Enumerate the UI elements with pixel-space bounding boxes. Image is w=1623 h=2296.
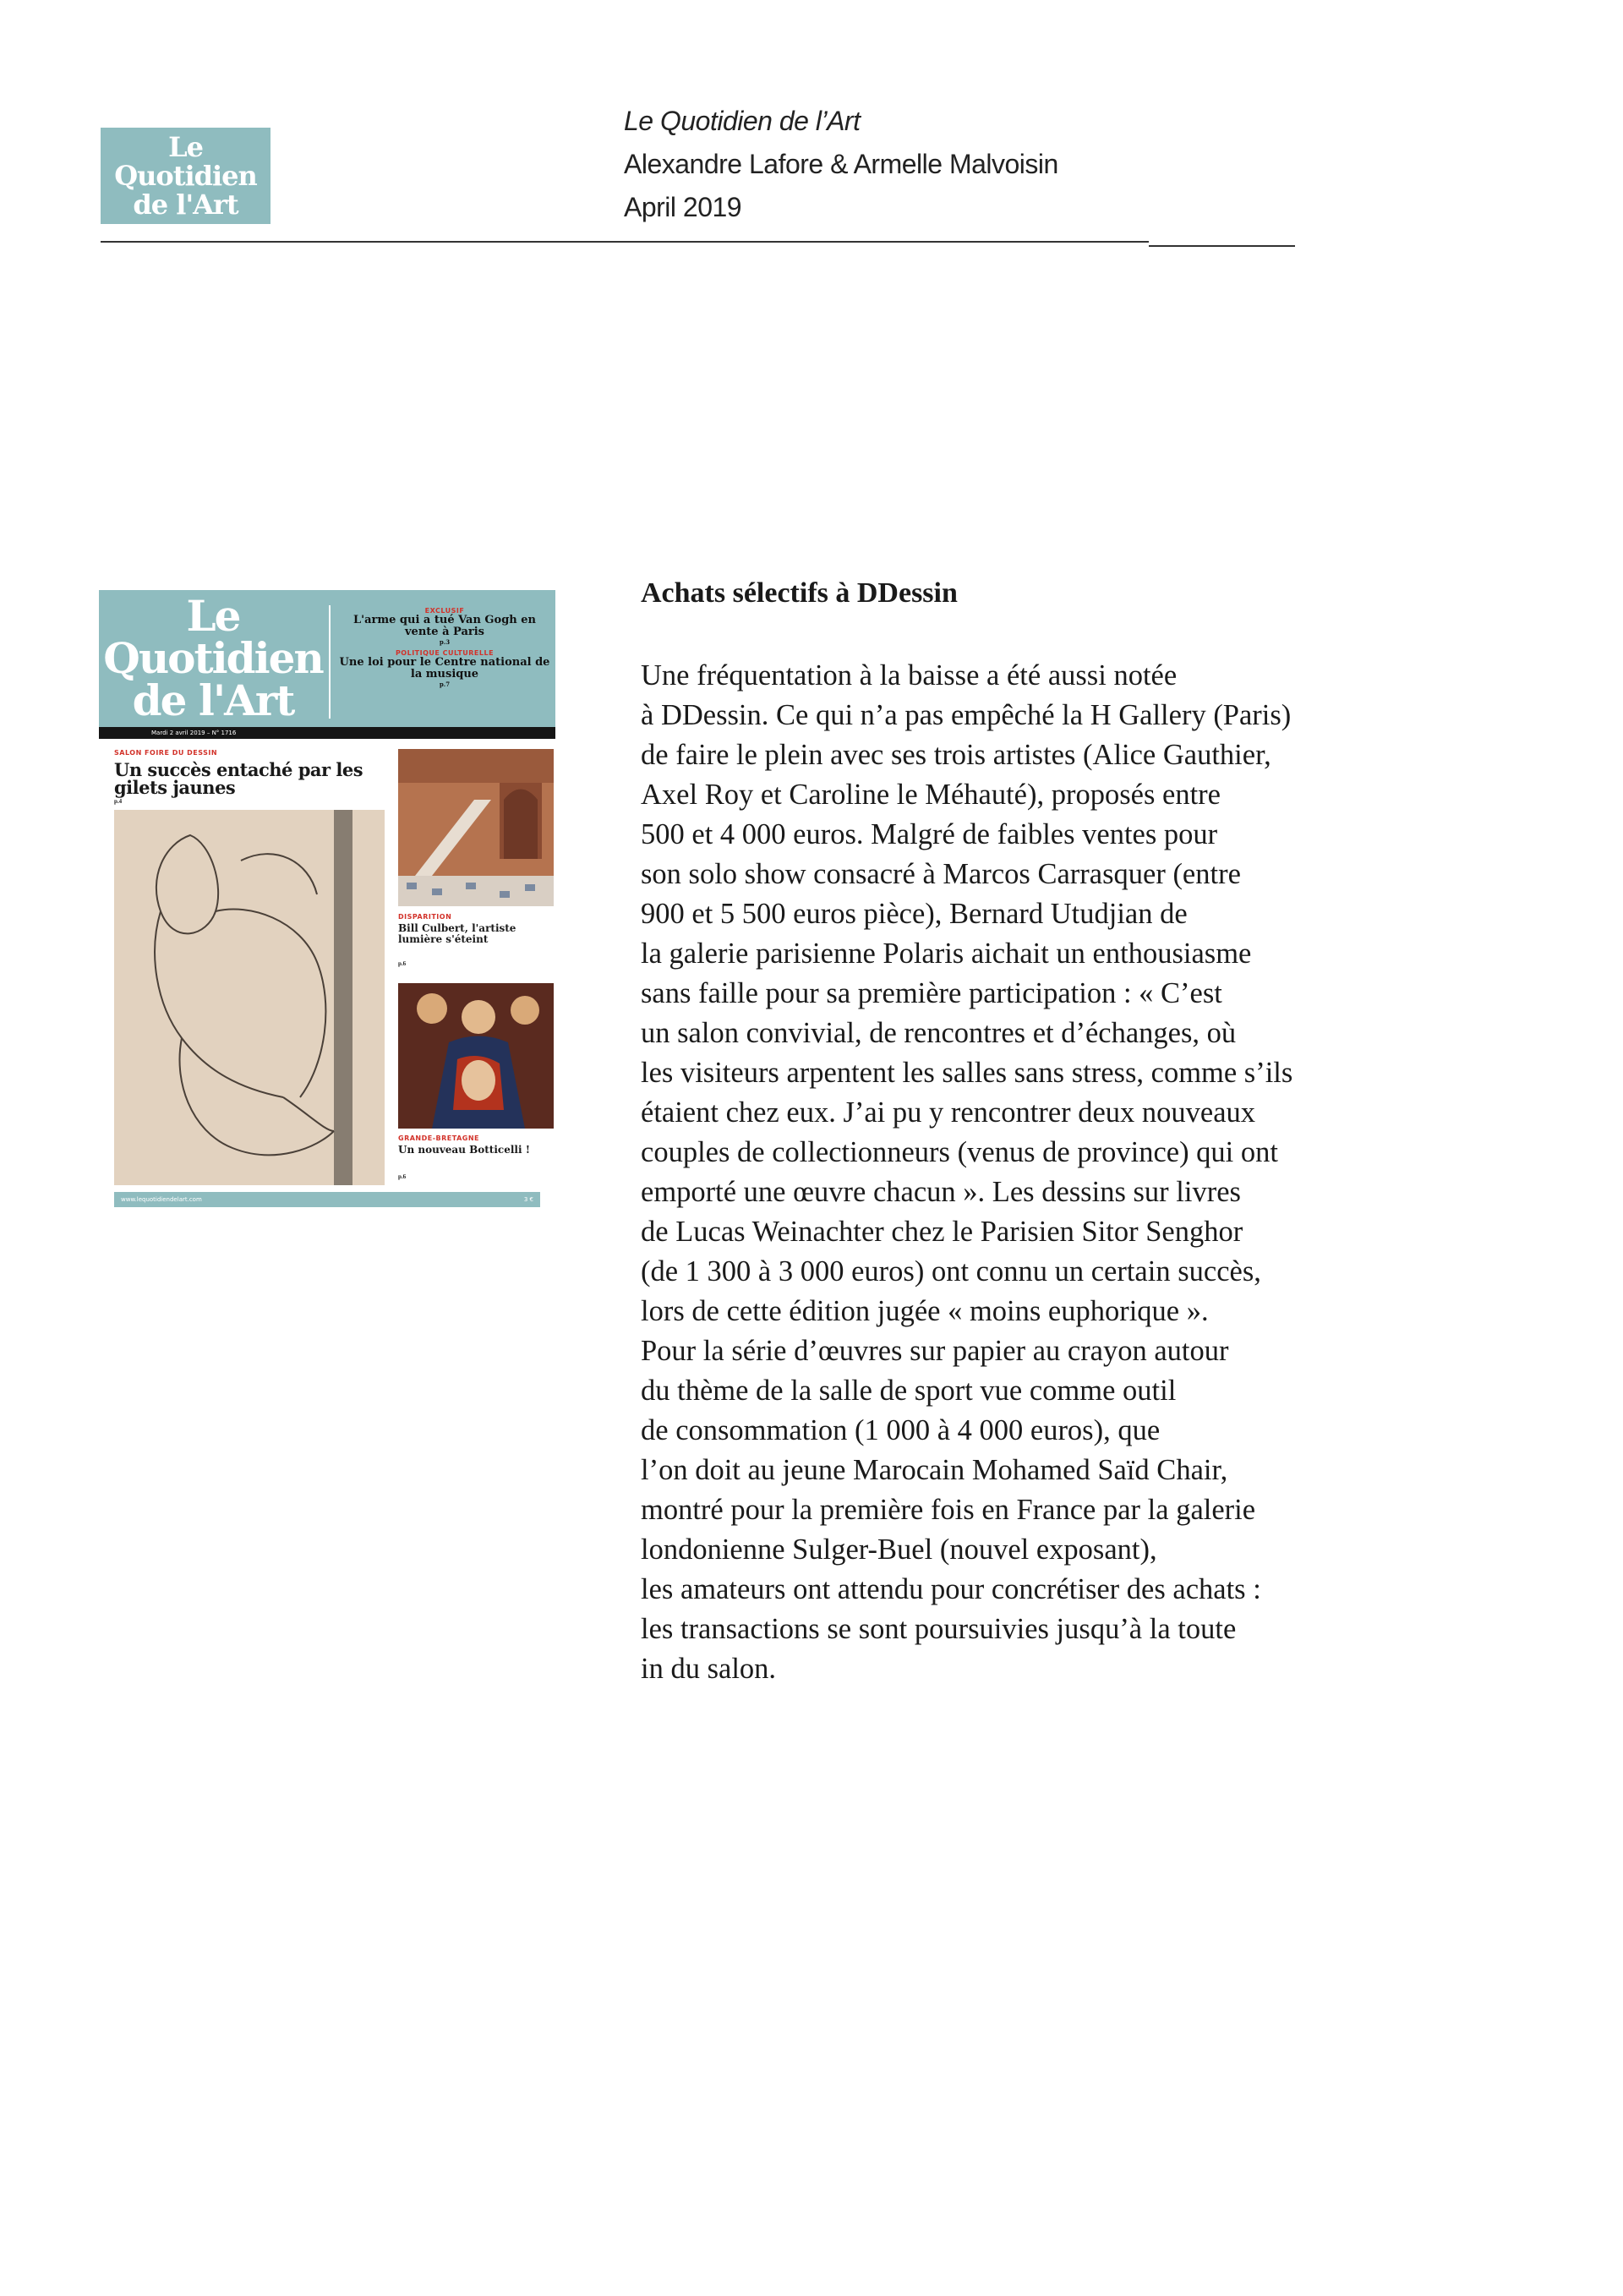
main-story-headline: Un succès entaché par les gilets jaunes <box>114 759 363 798</box>
cover-painting-photo <box>398 983 554 1129</box>
article-line: à DDessin. Ce qui n’a pas empêché la H Gallery (Paris) <box>641 699 1292 731</box>
cover-sketch-illustration <box>114 810 385 1185</box>
logo-line: de l'Art <box>133 189 238 221</box>
side-story-headline: Bill Culbert, l'artiste lumière s'éteint <box>398 922 516 945</box>
article-line: montré pour la première fois en France par la galerie <box>641 1494 1256 1526</box>
teaser-page: p.7 <box>439 681 451 688</box>
article-line: les visiteurs arpentent les salles sans stress, comme s’ils <box>641 1057 1293 1089</box>
side-story-page: p.6 <box>398 1173 407 1180</box>
article-metadata <box>624 100 1058 229</box>
teaser-headline: L'arme qui a tué Van Gogh en vente à Paris <box>352 614 536 638</box>
magazine-cover <box>99 590 555 1216</box>
article-line: 900 et 5 500 euros pièce), Bernard Utudjian de <box>641 898 1188 930</box>
article-line: sans faille pour sa première participation : « C’est <box>641 977 1222 1009</box>
article-line: lors de cette édition jugée « moins euphorique ». <box>641 1295 1209 1327</box>
cover-title <box>99 591 327 725</box>
side-story-kicker: GRANDE-BRETAGNE <box>398 1134 480 1142</box>
publication-name: Le Quotidien de l’Art <box>624 106 861 136</box>
publication-date: April 2019 <box>624 192 742 222</box>
side-story-kicker: DISPARITION <box>398 913 452 921</box>
article-line: les transactions se sont poursuivies jusqu’à la toute <box>641 1613 1237 1645</box>
cover-website: www.lequotidiendelart.com <box>121 1196 202 1203</box>
article-line: de faire le plein avec ses trois artistes (Alice Gauthier, <box>641 739 1271 771</box>
article-line: 500 et 4 000 euros. Malgré de faibles ventes pour <box>641 818 1218 850</box>
cover-teasers <box>339 607 550 692</box>
header-rule <box>101 241 1149 243</box>
article-line: étaient chez eux. J’ai pu y rencontrer deux nouveaux <box>641 1096 1256 1129</box>
article-title: Achats sélectifs à DDessin <box>641 577 958 609</box>
cover-title-line: de l'Art <box>132 675 294 725</box>
article-line: les amateurs ont attendu pour concrétiser des achats : <box>641 1573 1261 1605</box>
header-rule-extension <box>1149 245 1295 247</box>
main-story-page: p.4 <box>114 798 123 805</box>
cover-date-bar: Mardi 2 avril 2019 – N° 1716 <box>99 727 555 739</box>
article-line: in du salon. <box>641 1653 777 1685</box>
authors: Alexandre Lafore & Armelle Malvoisin <box>624 149 1058 179</box>
article-line: son solo show consacré à Marcos Carrasquer (entre <box>641 858 1241 890</box>
side-story-headline: Un nouveau Botticelli ! <box>398 1144 530 1156</box>
article-line: de consommation (1 000 à 4 000 euros), que <box>641 1414 1161 1446</box>
article-line: londonienne Sulger-Buel (nouvel exposant), <box>641 1533 1157 1566</box>
article-line: Pour la série d’œuvres sur papier au crayon autour <box>641 1335 1229 1367</box>
logo-line: Quotidien <box>114 160 257 192</box>
article-line: la galerie parisienne Polaris aichait un enthousiasme <box>641 938 1252 970</box>
article-line: couples de collectionneurs (venus de province) qui ont <box>641 1136 1278 1168</box>
masthead-divider <box>329 605 331 719</box>
article-line: Une fréquentation à la baisse a été aussi notée <box>641 659 1178 692</box>
teaser-headline: Une loi pour le Centre national de la musique <box>339 656 550 681</box>
teaser-page: p.3 <box>439 638 451 646</box>
cover-footer <box>114 1192 540 1207</box>
article-line: l’on doit au jeune Marocain Mohamed Saïd Chair, <box>641 1454 1228 1486</box>
logo-line: Le <box>168 131 203 163</box>
cover-title-line: Quotidien <box>103 633 323 683</box>
article-body <box>641 656 1402 1689</box>
teaser-kicker: EXCLUSIF <box>424 607 465 615</box>
cover-masthead <box>99 590 555 727</box>
cover-title-line: Le <box>186 591 240 641</box>
teaser-kicker: POLITIQUE CULTURELLE <box>395 649 495 657</box>
cover-architecture-photo <box>398 749 554 906</box>
article-line: du thème de la salle de sport vue comme outil <box>641 1375 1177 1407</box>
article-line: Axel Roy et Caroline le Méhauté), proposés entre <box>641 779 1221 811</box>
main-story-kicker: SALON FOIRE DU DESSIN <box>114 749 218 757</box>
publication-logo <box>101 128 270 224</box>
side-story-page: p.6 <box>398 960 407 967</box>
article-line: un salon convivial, de rencontres et d’échanges, où <box>641 1017 1237 1049</box>
article-line: emporté une œuvre chacun ». Les dessins sur livres <box>641 1176 1241 1208</box>
article-line: (de 1 300 à 3 000 euros) ont connu un certain succès, <box>641 1255 1261 1287</box>
article-line: de Lucas Weinachter chez le Parisien Sitor Senghor <box>641 1216 1243 1248</box>
cover-price: 3 € <box>523 1196 533 1203</box>
